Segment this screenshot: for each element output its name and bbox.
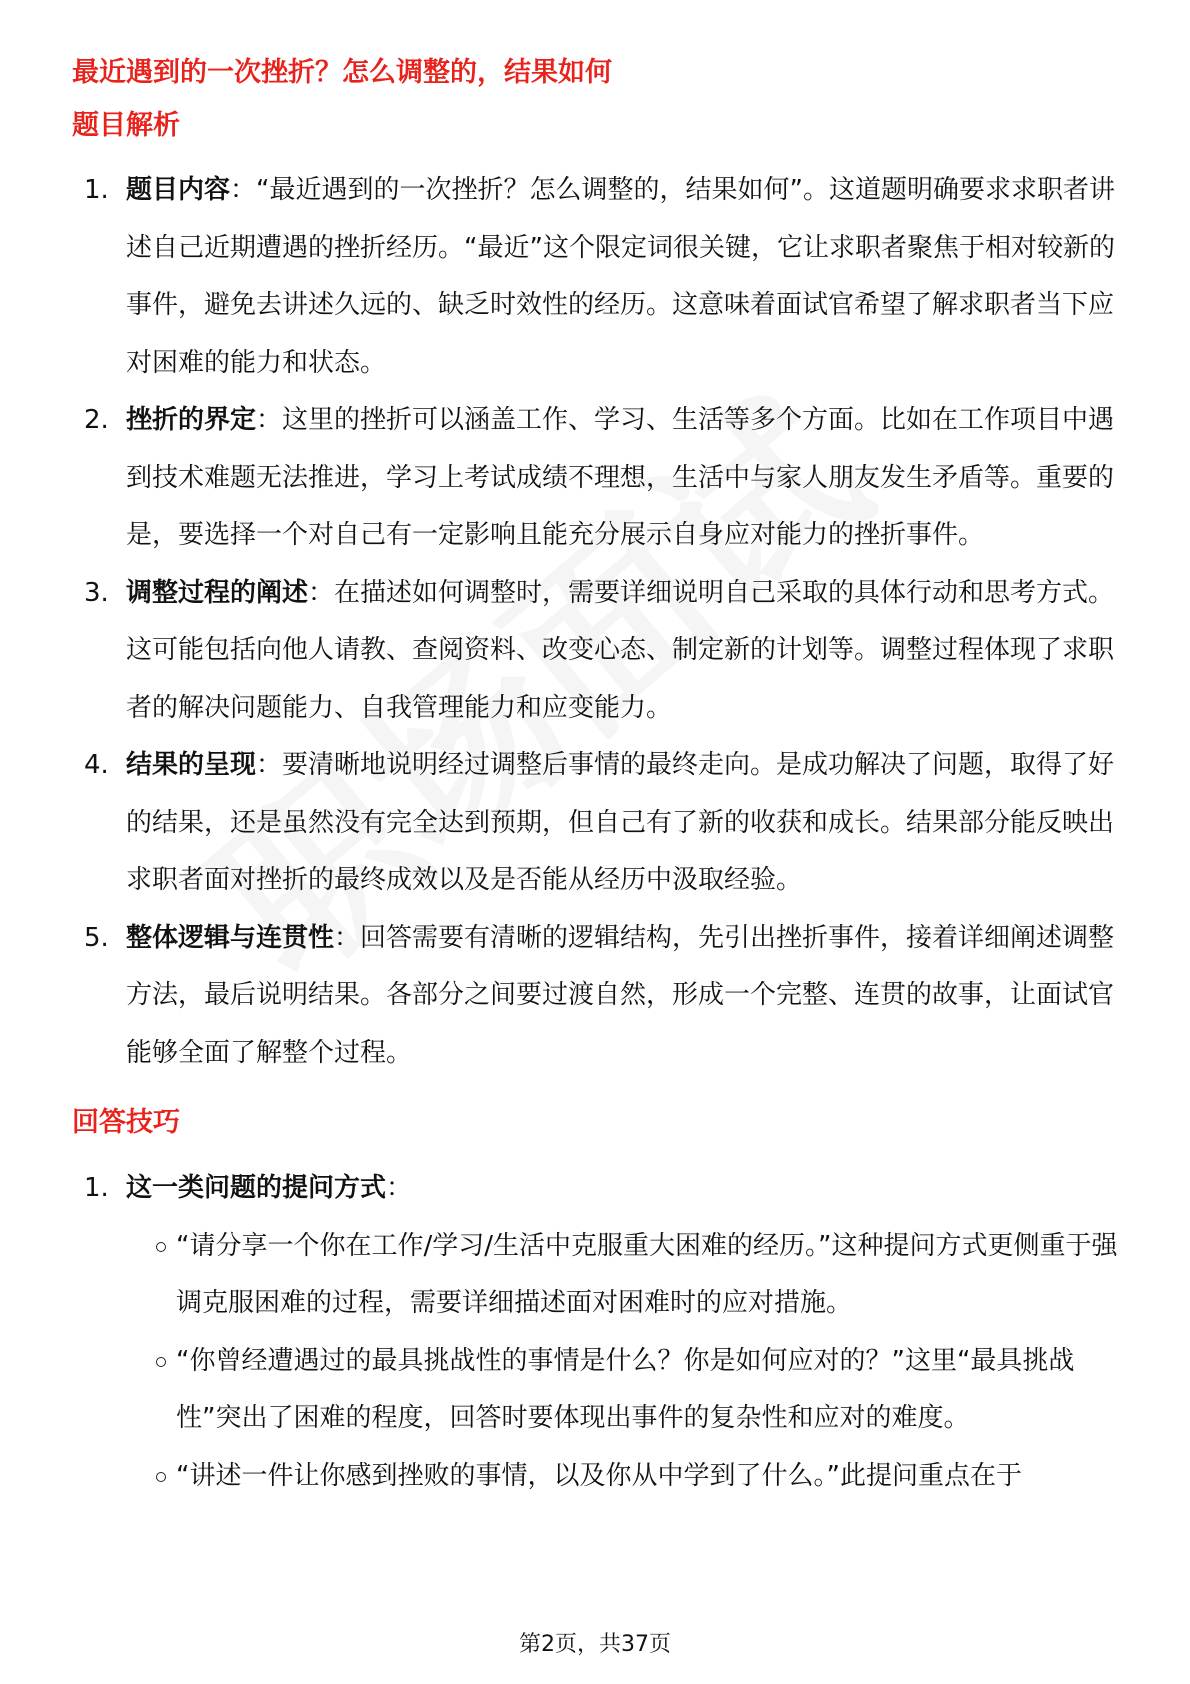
- item-number: 1.: [84, 175, 109, 205]
- analysis-item: [72, 392, 1122, 565]
- item-bold-label: 挫折的界定: [126, 405, 257, 435]
- item-text: ：在描述如何调整时，需要详细说明自己采取的具体行动和思考方式。这可能包括向他人请教、查阅资料、改变心态、制定新的计划等。调整过程体现了求职者的解决问题能力、自我管理能力和应变能力。: [126, 577, 1115, 723]
- item-bold-label: 整体逻辑与连贯性: [126, 922, 335, 953]
- question-example: [126, 1333, 1122, 1448]
- item-number: 1.: [84, 1173, 109, 1203]
- item-bold-label: 题目内容: [126, 175, 231, 205]
- analysis-item: [72, 162, 1122, 392]
- item-number: 3.: [84, 577, 109, 608]
- question-example: [126, 1448, 1122, 1506]
- item-bold-label: 结果的呈现: [126, 750, 257, 780]
- bullet-circle-icon: [156, 1357, 166, 1367]
- analysis-item: [72, 565, 1122, 738]
- page-footer: 第2页，共37页: [519, 1632, 671, 1657]
- question-example-text: “讲述一件让你感到挫败的事情，以及你从中学到了什么。”此提问重点在于: [176, 1460, 1022, 1491]
- item-number: 5.: [84, 922, 109, 953]
- item-number: 2.: [84, 405, 109, 435]
- item-bold-label: 这一类问题的提问方式: [126, 1173, 387, 1203]
- item-number: 4.: [84, 750, 109, 780]
- page-title: 最近遇到的一次挫折？怎么调整的，结果如何: [72, 57, 612, 88]
- analysis-item: [72, 910, 1122, 1083]
- tips-list: [72, 1160, 1122, 1505]
- analysis-heading: 题目解析: [72, 110, 180, 141]
- question-example-text: “请分享一个你在工作/学习/生活中克服重大困难的经历。”这种提问方式更侧重于强调克服困难的过程，需要详细描述面对困难时的应对措施。: [176, 1230, 1118, 1318]
- item-text: ：: [386, 1173, 413, 1203]
- analysis-list: [72, 162, 1122, 1082]
- item-bold-label: 调整过程的阐述: [126, 577, 309, 608]
- item-text: ：回答需要有清晰的逻辑结构，先引出挫折事件，接着详细阐述调整方法，最后说明结果。各部分之间要过渡自然，形成一个完整、连贯的故事，让面试官能够全面了解整个过程。: [126, 922, 1115, 1068]
- analysis-item: [72, 737, 1122, 910]
- question-example-text: “你曾经遭遇过的最具挑战性的事情是什么？你是如何应对的？”这里“最具挑战性”突出了困难的程度，回答时要体现出事件的复杂性和应对的难度。: [176, 1345, 1075, 1433]
- item-text: ：这里的挫折可以涵盖工作、学习、生活等多个方面。比如在工作项目中遇到技术难题无法推进，学习上考试成绩不理想，生活中与家人朋友发生矛盾等。重要的是，要选择一个对自己有一定影响且能充分展示自身应对能力的挫折事件。: [126, 405, 1115, 550]
- item-text: ：“最近遇到的一次挫折？怎么调整的，结果如何”。这道题明确要求求职者讲述自己近期遭遇的挫折经历。“最近”这个限定词很关键，它让求职者聚焦于相对较新的事件，避免去讲述久远的、缺乏时效性的经历。这意味着面试官希望了解求职者当下应对困难的能力和状态。: [126, 175, 1115, 378]
- item-text: ：要清晰地说明经过调整后事情的最终走向。是成功解决了问题，取得了好的结果，还是虽然没有完全达到预期，但自己有了新的收获和成长。结果部分能反映出求职者面对挫折的最终成效以及是否能从经历中汲取经验。: [126, 750, 1115, 895]
- bullet-circle-icon: [156, 1242, 166, 1252]
- question-examples-list: [126, 1218, 1122, 1506]
- bullet-circle-icon: [156, 1472, 166, 1482]
- tips-heading: 回答技巧: [72, 1107, 180, 1138]
- question-example: [126, 1218, 1122, 1333]
- tips-item: [72, 1160, 1122, 1505]
